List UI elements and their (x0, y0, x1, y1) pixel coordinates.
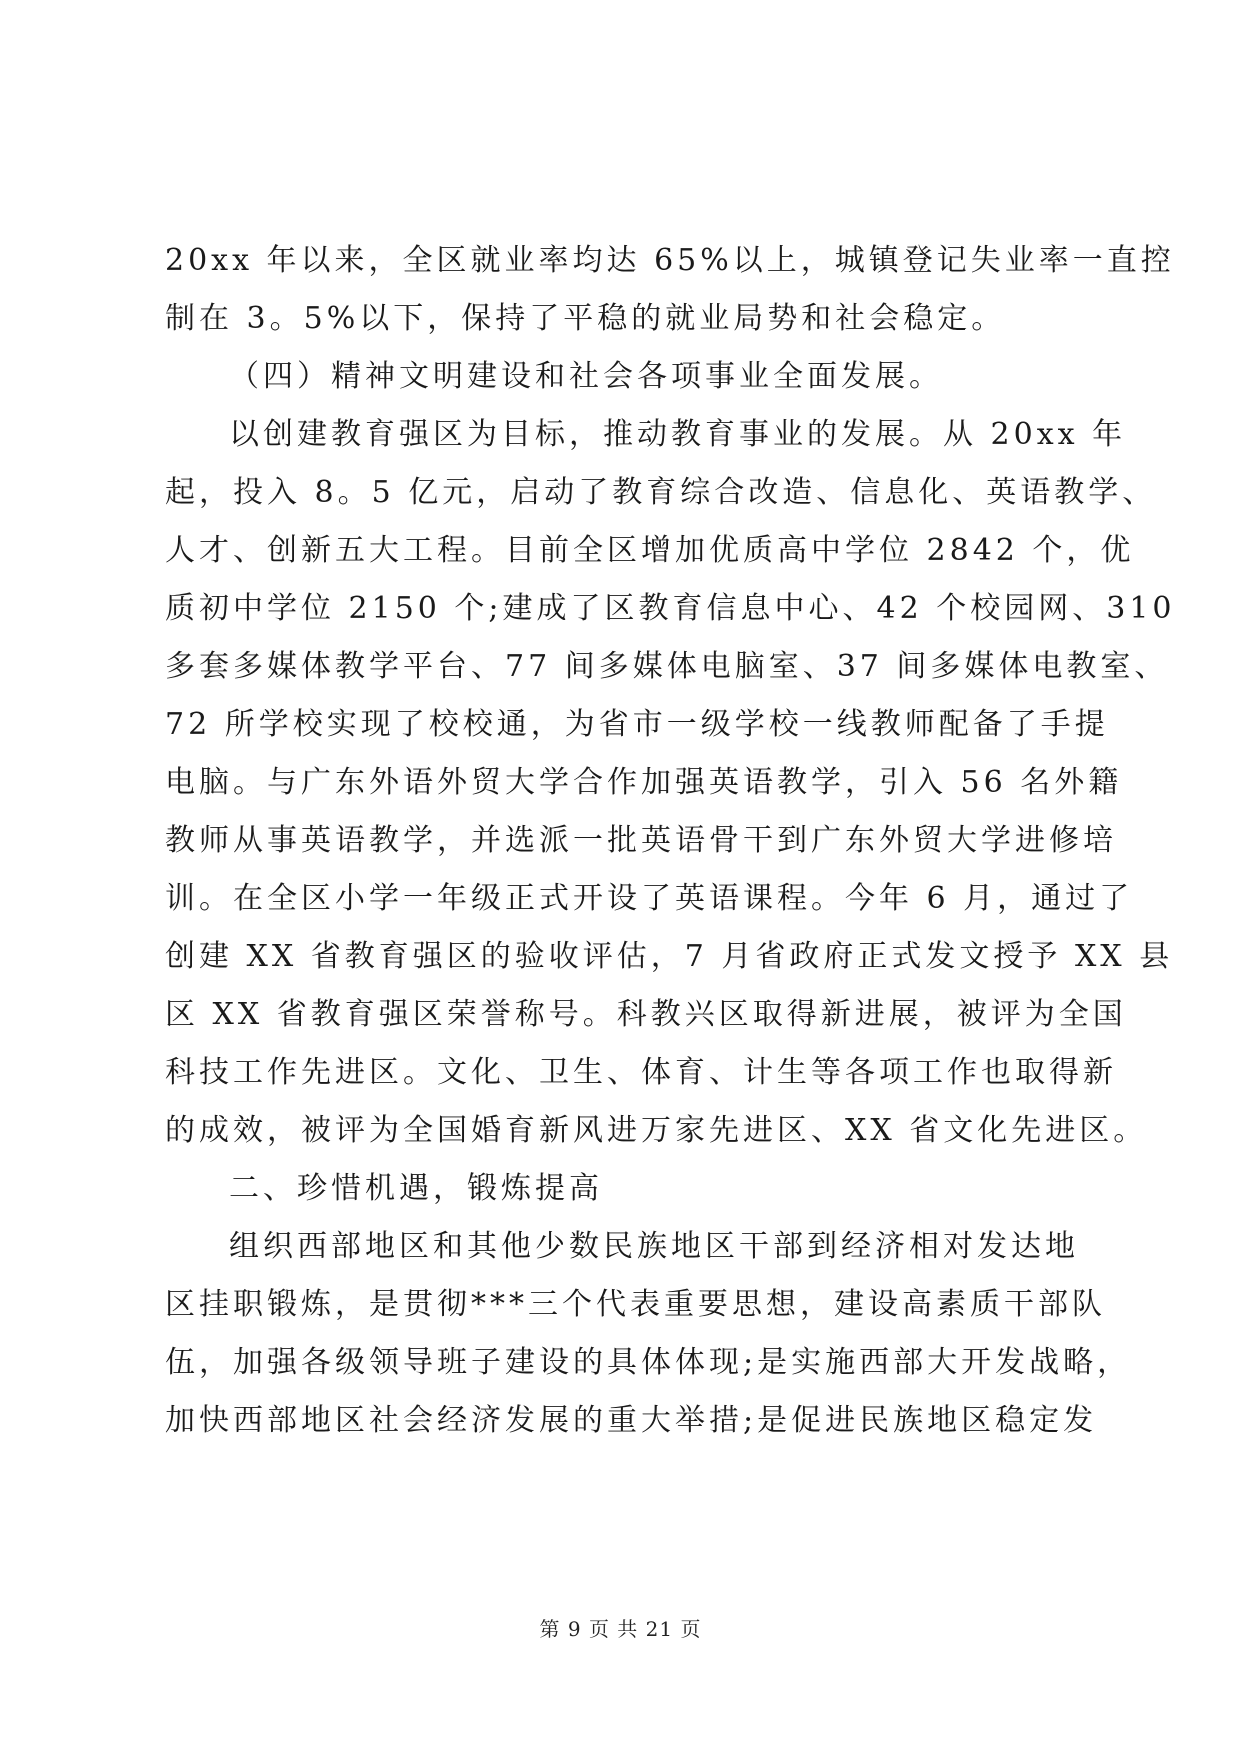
text-line: 起，投入 8。5 亿元，启动了教育综合改造、信息化、英语教学、 (165, 475, 1157, 510)
text-line: 电脑。与广东外语外贸大学合作加强英语教学，引入 56 名外籍 (165, 765, 1123, 800)
text-line: 20xx 年以来，全区就业率均达 65%以上，城镇登记失业率一直控 (165, 243, 1175, 278)
paragraph-first-line: 组织西部地区和其他少数民族地区干部到经济相对发达地 (229, 1229, 1079, 1264)
text-line: 72 所学校实现了校校通，为省市一级学校一线教师配备了手提 (165, 707, 1109, 742)
section-heading: （四）精神文明建设和社会各项事业全面发展。 (229, 359, 943, 394)
page-number-footer: 第 9 页 共 21 页 (539, 1617, 702, 1641)
text-line: 制在 3。5%以下，保持了平稳的就业局势和社会稳定。 (165, 301, 1006, 336)
text-line: 训。在全区小学一年级正式开设了英语课程。今年 6 月，通过了 (165, 881, 1134, 916)
section-heading: 二、珍惜机遇，锻炼提高 (229, 1171, 603, 1206)
document-body (165, 232, 1176, 1450)
text-line: 多套多媒体教学平台、77 间多媒体电脑室、37 间多媒体电教室、 (165, 649, 1169, 684)
text-line: 人才、创新五大工程。目前全区增加优质高中学位 2842 个，优 (165, 533, 1135, 568)
text-line: 伍，加强各级领导班子建设的具体体现;是实施西部大开发战略， (165, 1345, 1132, 1380)
text-line: 区 XX 省教育强区荣誉称号。科教兴区取得新进展，被评为全国 (165, 997, 1127, 1032)
text-line: 科技工作先进区。文化、卫生、体育、计生等各项工作也取得新 (165, 1055, 1117, 1090)
text-line: 的成效，被评为全国婚育新风进万家先进区、XX 省文化先进区。 (165, 1113, 1148, 1148)
text-line: 创建 XX 省教育强区的验收评估，7 月省政府正式发文授予 XX 县 (165, 939, 1174, 974)
text-line: 区挂职锻炼，是贯彻***三个代表重要思想，建设高素质干部队 (165, 1287, 1106, 1322)
text-line: 加快西部地区社会经济发展的重大举措;是促进民族地区稳定发 (165, 1403, 1098, 1438)
text-line: 质初中学位 2150 个;建成了区教育信息中心、42 个校园网、310 (165, 591, 1176, 626)
paragraph-first-line: 以创建教育强区为目标，推动教育事业的发展。从 20xx 年 (229, 417, 1127, 452)
text-line: 教师从事英语教学，并选派一批英语骨干到广东外贸大学进修培 (165, 823, 1117, 858)
